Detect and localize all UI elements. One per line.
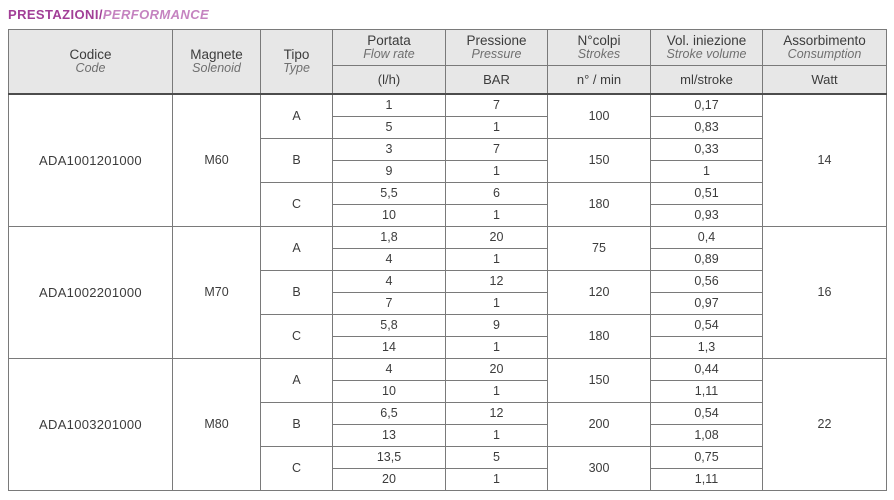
pressure-cell: 1 [446, 204, 548, 226]
flow-cell: 9 [333, 160, 446, 182]
performance-table [8, 29, 887, 491]
flow-cell: 4 [333, 270, 446, 292]
flow-cell: 3 [333, 138, 446, 160]
stroke-volume-cell: 0,89 [651, 248, 763, 270]
flow-cell: 13,5 [333, 446, 446, 468]
code-cell: ADA1003201000 [9, 358, 173, 490]
header-codice-label-en: Code [75, 61, 106, 76]
header-codice [9, 29, 173, 94]
header-tipo-label-en: Type [283, 61, 310, 76]
stroke-volume-cell: 1,08 [651, 424, 763, 446]
solenoid-cell: M70 [173, 226, 261, 358]
pressure-cell: 20 [446, 358, 548, 380]
stroke-volume-cell: 1,3 [651, 336, 763, 358]
strokes-cell: 300 [548, 446, 651, 490]
header-assorbimento [763, 29, 887, 65]
stroke-volume-cell: 0,33 [651, 138, 763, 160]
pressure-cell: 1 [446, 380, 548, 402]
solenoid-cell: M80 [173, 358, 261, 490]
pressure-cell: 1 [446, 424, 548, 446]
pressure-cell: 12 [446, 402, 548, 424]
stroke-volume-cell: 0,97 [651, 292, 763, 314]
type-cell: C [261, 314, 333, 358]
flow-cell: 14 [333, 336, 446, 358]
pressure-cell: 7 [446, 138, 548, 160]
strokes-cell: 120 [548, 270, 651, 314]
header-colpi-label-en: Strokes [577, 47, 621, 62]
pressure-cell: 20 [446, 226, 548, 248]
stroke-volume-cell: 0,17 [651, 94, 763, 117]
strokes-cell: 100 [548, 94, 651, 139]
header-portata-label-it: Portata [367, 32, 411, 48]
pressure-cell: 1 [446, 248, 548, 270]
header-pressione-unit: BAR [446, 65, 548, 94]
type-cell: A [261, 226, 333, 270]
type-cell: C [261, 182, 333, 226]
header-portata-unit: (l/h) [333, 65, 446, 94]
pressure-cell: 12 [446, 270, 548, 292]
header-colpi-label-it: N°colpi [577, 32, 621, 48]
type-cell: B [261, 402, 333, 446]
header-pressione [446, 29, 548, 65]
strokes-cell: 150 [548, 138, 651, 182]
flow-cell: 5,8 [333, 314, 446, 336]
type-cell: B [261, 270, 333, 314]
stroke-volume-cell: 0,75 [651, 446, 763, 468]
title-english: PERFORMANCE [102, 7, 210, 22]
stroke-volume-cell: 0,54 [651, 314, 763, 336]
watt-cell: 14 [763, 94, 887, 227]
type-cell: C [261, 446, 333, 490]
watt-cell: 22 [763, 358, 887, 490]
flow-cell: 1 [333, 94, 446, 117]
header-pressione-label-en: Pressure [471, 47, 522, 62]
flow-cell: 1,8 [333, 226, 446, 248]
flow-cell: 6,5 [333, 402, 446, 424]
title-italian: PRESTAZIONI/ [8, 7, 103, 22]
pressure-cell: 5 [446, 446, 548, 468]
header-magnete-label-en: Solenoid [192, 61, 241, 76]
stroke-volume-cell: 0,51 [651, 182, 763, 204]
watt-cell: 16 [763, 226, 887, 358]
pressure-cell: 6 [446, 182, 548, 204]
stroke-volume-cell: 1,11 [651, 380, 763, 402]
pressure-cell: 9 [446, 314, 548, 336]
flow-cell: 10 [333, 204, 446, 226]
header-codice-label-it: Codice [69, 46, 112, 62]
solenoid-cell: M60 [173, 94, 261, 227]
stroke-volume-cell: 0,44 [651, 358, 763, 380]
stroke-volume-cell: 1,11 [651, 468, 763, 490]
header-assorbimento-label-en: Consumption [787, 47, 862, 62]
type-cell: A [261, 94, 333, 139]
page-title [8, 7, 886, 23]
strokes-cell: 180 [548, 182, 651, 226]
code-cell: ADA1001201000 [9, 94, 173, 227]
strokes-cell: 200 [548, 402, 651, 446]
stroke-volume-cell: 0,83 [651, 116, 763, 138]
flow-cell: 5,5 [333, 182, 446, 204]
strokes-cell: 180 [548, 314, 651, 358]
stroke-volume-cell: 0,4 [651, 226, 763, 248]
header-colpi [548, 29, 651, 65]
header-vol-iniezione-unit: ml/stroke [651, 65, 763, 94]
flow-cell: 20 [333, 468, 446, 490]
header-portata-label-en: Flow rate [363, 47, 415, 62]
flow-cell: 4 [333, 358, 446, 380]
pressure-cell: 1 [446, 160, 548, 182]
header-assorbimento-label-it: Assorbimento [783, 32, 866, 48]
strokes-cell: 150 [548, 358, 651, 402]
pressure-cell: 1 [446, 116, 548, 138]
pressure-cell: 1 [446, 292, 548, 314]
flow-cell: 5 [333, 116, 446, 138]
pressure-cell: 7 [446, 94, 548, 117]
flow-cell: 7 [333, 292, 446, 314]
header-colpi-unit: n° / min [548, 65, 651, 94]
code-cell: ADA1002201000 [9, 226, 173, 358]
pressure-cell: 1 [446, 336, 548, 358]
stroke-volume-cell: 1 [651, 160, 763, 182]
header-magnete [173, 29, 261, 94]
header-vol-iniezione-label-it: Vol. iniezione [666, 32, 747, 48]
stroke-volume-cell: 0,56 [651, 270, 763, 292]
stroke-volume-cell: 0,54 [651, 402, 763, 424]
flow-cell: 4 [333, 248, 446, 270]
flow-cell: 10 [333, 380, 446, 402]
stroke-volume-cell: 0,93 [651, 204, 763, 226]
type-cell: B [261, 138, 333, 182]
header-magnete-label-it: Magnete [190, 46, 243, 62]
type-cell: A [261, 358, 333, 402]
header-tipo-label-it: Tipo [283, 46, 310, 62]
strokes-cell: 75 [548, 226, 651, 270]
header-portata [333, 29, 446, 65]
flow-cell: 13 [333, 424, 446, 446]
header-vol-iniezione-label-en: Stroke volume [666, 47, 747, 62]
header-vol-iniezione [651, 29, 763, 65]
table-header [9, 29, 887, 94]
header-pressione-label-it: Pressione [466, 32, 527, 48]
header-assorbimento-unit: Watt [763, 65, 887, 94]
header-tipo [261, 29, 333, 94]
pressure-cell: 1 [446, 468, 548, 490]
table-body [9, 94, 887, 491]
